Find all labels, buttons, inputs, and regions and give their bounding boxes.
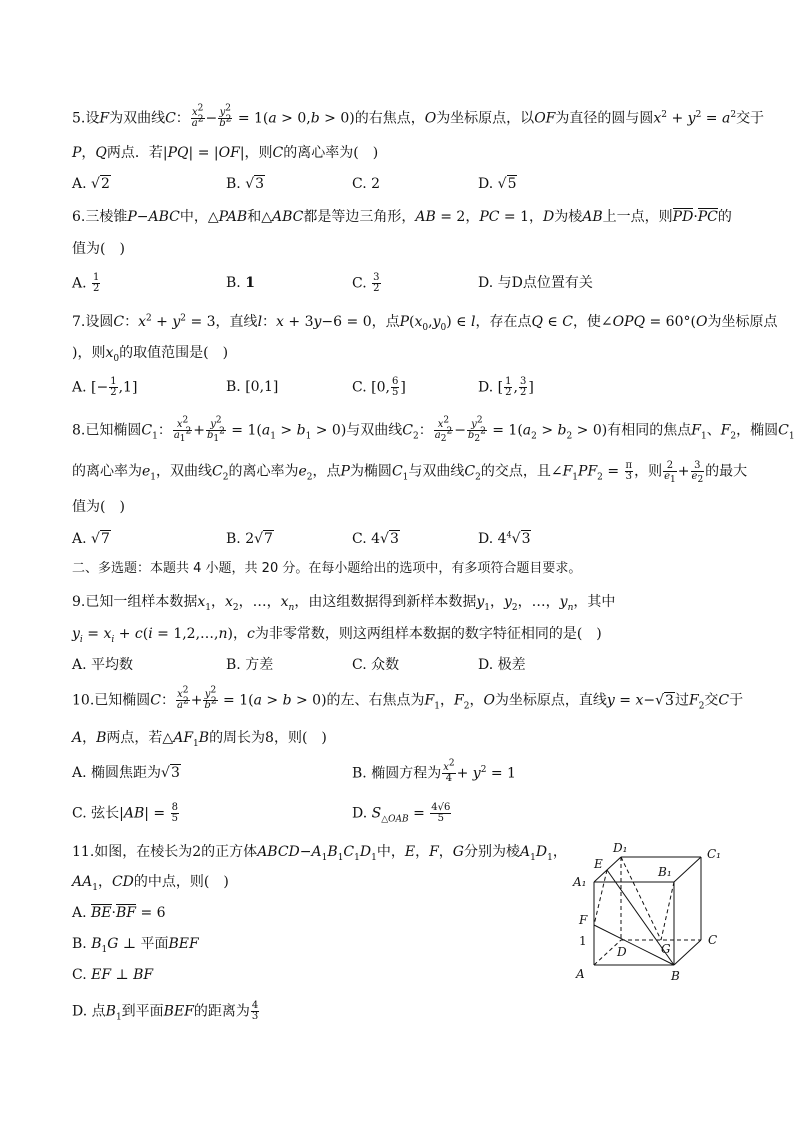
label-d1: D₁ <box>613 841 628 855</box>
label-one: 1 <box>579 934 587 948</box>
q8-option-d: D. $4^4√3$ <box>478 530 531 547</box>
q5-line1: 5.设F为双曲线C： $\frac{x^2}{a^2}$ − $\frac{y^2}{b^2}$ = 1(a > 0,b > 0)的右焦点，O为坐标原点，以OF为直径的圆与圆$x^2 + y^2 = a^2$交于 <box>72 103 765 129</box>
q11-option-b: B. $B_1G$ ⊥ 平面BEF <box>72 936 199 955</box>
q7-option-a: A. [− $\frac{1}{2}$ ,1] <box>72 376 138 398</box>
label-f: F <box>579 913 588 927</box>
label-c1: C₁ <box>707 847 721 861</box>
q10-option-a: A. 椭圆焦距为√3 <box>72 765 180 781</box>
cube-figure <box>565 840 735 990</box>
q10-option-c: C. 弦长|AB| = $\frac{8}{5}$ <box>72 802 178 824</box>
q6-option-a: A. $\frac{1}{2}$ <box>72 272 100 294</box>
q9-line2: $y_i = x_i + c(i$ = 1,2,…,n)，c为非零常数，则这两组样本数据的数字特征相同的是( ) <box>72 626 602 645</box>
edge-bc <box>674 940 701 965</box>
q9-line1: 9.已知一组样本数据$x_1$，$x_2$，…，$x_n$，由这组数据得到新样本数据$y_1$，$y_2$，…，$y_n$，其中 <box>72 594 616 613</box>
segment-b1g-hidden <box>661 882 674 940</box>
q11-option-d: D. 点$B_1$到平面BEF的距离为 $\frac{4}{3}$ <box>72 1000 259 1023</box>
q10-line1: 10.已知椭圆C： $\frac{x^2}{a^2}$ + $\frac{y^2}{b^2}$ = 1(a > b > 0)的左、右焦点为$F_1$，$F_2$，O为坐标原点，直线y = x−√3过$F_2$交C于 <box>72 685 744 712</box>
q9-option-c: C. 众数 <box>352 657 400 673</box>
q5-line2: P，Q两点．若|PQ| = |OF|，则C的离心率为( ) <box>72 145 379 161</box>
label-c: C <box>708 933 718 947</box>
q5-option-a: A. √2 <box>72 176 110 192</box>
q5-option-c: C. 2 <box>352 176 381 192</box>
q11-line2: $AA_1$，CD的中点，则( ) <box>72 874 229 893</box>
q9-option-a: A. 平均数 <box>72 657 134 673</box>
q10-option-b: B. 椭圆方程为 $\frac{x^2}{4}$ + $y^2 = 1$ <box>352 758 516 784</box>
q11-line1: 11.如图，在棱长为2的正方体$ABCD-A_1B_1C_1D_1$中，E，F，G分别为棱$A_1D_1$， <box>72 844 567 863</box>
q5-option-d: D. √5 <box>478 176 517 192</box>
label-e: E <box>594 857 603 871</box>
label-a1: A₁ <box>573 875 587 889</box>
segment-ef-hidden <box>594 870 607 925</box>
q11-option-c: C. EF ⊥ BF <box>72 967 154 983</box>
q6-line2: 值为( ) <box>72 241 125 257</box>
q7-line2: )，则$x_0$的取值范围是( ) <box>72 345 229 364</box>
label-a: A <box>576 967 585 981</box>
q5-option-b: B. √3 <box>226 176 265 192</box>
section-2-heading: 二、多选题：本题共 4 小题，共 20 分。在每小题给出的选项中，有多项符合题目要求。 <box>72 561 582 576</box>
q8-option-c: C. 4√3 <box>352 531 399 547</box>
q8-option-a: A. √7 <box>72 531 110 547</box>
q8-option-b: B. 2√7 <box>226 531 273 547</box>
q9-option-d: D. 极差 <box>478 657 526 673</box>
q8-line1: 8.已知椭圆$C_1$： $\frac{x^2}{a_1^2}$ + $\frac{y^2}{b_1^2}$ = $1(a_1 > b_1 > 0)$与双曲线$C_2$： $\frac{x^2}{a_2^2}$ − $\frac{y^2}{b_2^2}$ = $1(a_2 > b_2 > 0)$有相同的焦点$F_1$、$F_2$，椭圆$C_1$ <box>72 415 795 444</box>
q6-option-d: D. 与D点位置有关 <box>478 275 593 291</box>
q8-line3: 值为( ) <box>72 499 125 515</box>
q7-option-c: C. [0, $\frac{6}{5}$ ] <box>352 376 406 398</box>
label-d: D <box>617 945 627 959</box>
q6-option-b: B. 1 <box>226 275 255 291</box>
q11-option-a: A. BE·BF = 6 <box>72 905 166 921</box>
q6-option-c: C. $\frac{3}{2}$ <box>352 272 380 294</box>
q9-option-b: B. 方差 <box>226 657 274 673</box>
label-b1: B₁ <box>658 865 672 879</box>
q7-option-d: D. [ $\frac{1}{2}$ , $\frac{3}{2}$ ] <box>478 376 534 398</box>
q8-line2: 的离心率为$e_1$，双曲线$C_2$的离心率为$e_2$，点P为椭圆$C_1$与双曲线$C_2$的交点，且$\angle F_1PF_2$ = $\frac{\pi}{3}$ ，则 $\frac{2}{e_1}$ + $\frac{3}{e_2}$ 的最大 <box>72 460 748 485</box>
label-g: G <box>661 942 671 956</box>
q7-option-b: B. [0,1] <box>226 379 279 395</box>
q6-line1: 6.三棱锥P−ABC中，△PAB和△ABC都是等边三角形，AB = 2，PC = 1，D为棱AB上一点，则PD·PC的 <box>72 209 732 225</box>
q7-line1: 7.设圆C：$x^2 + y^2 = 3$，直线l：x + 3y−6 = 0，点$P(x_0,y_0)$ ∈ l，存在点Q ∈ C，使∠OPQ = 60°(O为坐标原点 <box>72 313 778 333</box>
edge-b1c1 <box>674 857 701 882</box>
q10-line2: A，B两点，若$\triangle AF_1B$的周长为8，则( ) <box>72 730 327 749</box>
q10-option-d: D. $S_{\triangle OAB}$ = $\frac{4√6}{5}$ <box>352 802 451 825</box>
label-b: B <box>671 969 680 983</box>
